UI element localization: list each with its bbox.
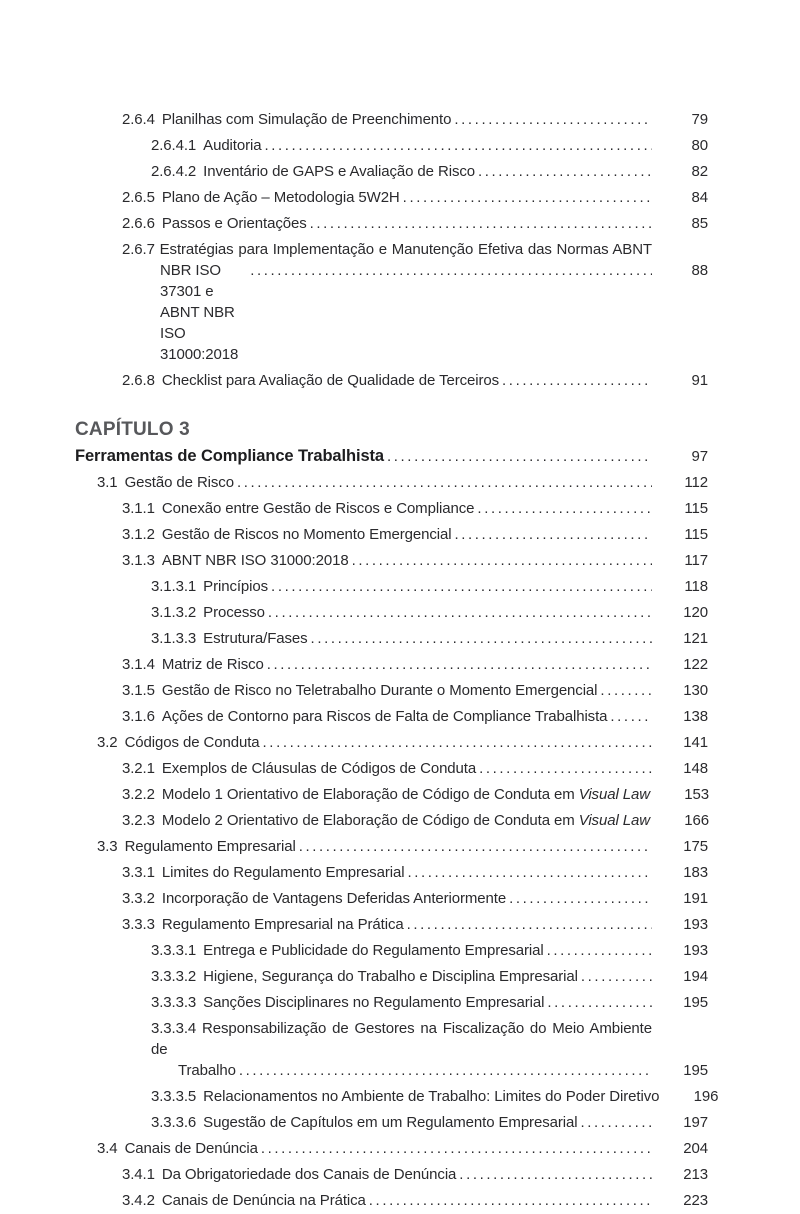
toc-entry-page: 88 <box>691 262 708 279</box>
toc-entry <box>75 756 708 782</box>
toc-entry <box>75 1110 708 1136</box>
toc-entry <box>75 185 708 211</box>
toc-entry-number: 2.6.7 <box>122 241 155 258</box>
toc-entry-page: 213 <box>683 1166 708 1183</box>
toc-entry-title: Gestão de Riscos no Momento Emergencial <box>161 526 452 543</box>
toc-entry <box>75 990 708 1016</box>
toc-entry-title: Códigos de Conduta <box>124 734 260 751</box>
dot-leader <box>264 133 652 159</box>
toc-entry-number: 3.1.3.3 <box>151 630 197 647</box>
dot-leader <box>600 678 652 704</box>
toc-entry-number: 3.4.2 <box>122 1192 155 1209</box>
toc-entry-title: Checklist para Avaliação de Qualidade de Terceiros <box>161 372 500 389</box>
dot-leader <box>509 886 652 912</box>
toc-entry-page: 223 <box>683 1192 708 1209</box>
toc-entry <box>75 730 708 756</box>
toc-entry-number: 3.3 <box>97 838 118 855</box>
dot-leader <box>547 990 652 1016</box>
toc-entry <box>75 159 708 185</box>
toc-entry <box>75 470 708 496</box>
toc-entry-page: 193 <box>683 916 708 933</box>
toc-entry-number: 3.1.3.1 <box>151 578 197 595</box>
toc-entry-line2 <box>151 1060 708 1081</box>
toc-entry-number: 2.6.5 <box>122 189 155 206</box>
toc-entry-title: Sugestão de Capítulos em um Regulamento Empresarial <box>203 1114 578 1131</box>
toc-entry <box>75 626 708 652</box>
dot-leader <box>271 574 652 600</box>
toc-entry <box>75 704 708 730</box>
toc-entry-number: 2.6.8 <box>122 372 155 389</box>
toc-entry-page: 112 <box>684 474 708 491</box>
toc-entry <box>75 1188 708 1214</box>
toc-entry-page: 166 <box>684 812 709 829</box>
toc-entry <box>75 211 708 237</box>
toc-entry-title: Auditoria <box>203 137 262 154</box>
toc-entry-page: 175 <box>683 838 708 855</box>
toc-entry-number: 3.4 <box>97 1140 118 1157</box>
toc-entry-number: 3.1.6 <box>122 708 155 725</box>
dot-leader <box>407 860 652 886</box>
toc-entry-title: Modelo 2 Orientativo de Elaboração de Código de Conduta em <box>161 812 575 829</box>
toc-entry-page: 121 <box>683 630 708 647</box>
dot-leader <box>479 756 652 782</box>
toc-entry-title: Entrega e Publicidade do Regulamento Empresarial <box>203 942 544 959</box>
toc-entry <box>75 1162 708 1188</box>
toc-entry-title: Sanções Disciplinares no Regulamento Empresarial <box>203 994 545 1011</box>
toc-entry <box>75 886 708 912</box>
dot-leader <box>387 444 652 470</box>
toc-entry <box>75 938 708 964</box>
toc-entry-title: ABNT NBR ISO 31000:2018 <box>161 552 349 569</box>
dot-leader <box>250 260 652 281</box>
toc-entry <box>75 600 708 626</box>
toc-entry-title: Incorporação de Vantagens Deferidas Anteriormente <box>161 890 507 907</box>
toc-entry <box>75 1018 708 1081</box>
toc-entry-page: 195 <box>683 994 708 1011</box>
toc-entry-number: 3.1.1 <box>122 500 155 517</box>
toc-entry-title: Ações de Contorno para Riscos de Falta de Compliance Trabalhista <box>161 708 608 725</box>
toc-entry <box>75 548 708 574</box>
dot-leader <box>477 496 652 522</box>
dot-leader <box>369 1188 652 1214</box>
toc-entry-number: 3.4.1 <box>122 1166 155 1183</box>
dot-leader <box>237 470 652 496</box>
toc-entry <box>75 912 708 938</box>
toc-entry-number: 2.6.4 <box>122 111 155 128</box>
toc-entry-number: 2.6.6 <box>122 215 155 232</box>
chapter-title-row <box>75 443 708 470</box>
toc-entry-number: 2.6.4.1 <box>151 137 197 154</box>
toc-entry-number: 3.3.3.5 <box>151 1088 197 1105</box>
toc-entry <box>75 652 708 678</box>
toc-entry-title: Relacionamentos no Ambiente de Trabalho: Limites do Poder Diretivo <box>203 1088 660 1105</box>
dot-leader <box>610 704 652 730</box>
toc-entry-page: 148 <box>683 760 708 777</box>
toc-entry-page: 197 <box>683 1114 708 1131</box>
toc-entry-number: 3.3.1 <box>122 864 155 881</box>
toc-entry-title: Regulamento Empresarial na Prática <box>161 916 404 933</box>
toc-entry <box>75 860 708 886</box>
toc-entry <box>75 834 708 860</box>
toc-entry <box>75 239 708 365</box>
toc-entry-title: Planilhas com Simulação de Preenchimento <box>161 111 452 128</box>
toc-entry-number: 3.3.3.4 <box>151 1020 197 1037</box>
toc-entry <box>75 964 708 990</box>
toc-entry-title: Gestão de Risco no Teletrabalho Durante o Momento Emergencial <box>161 682 598 699</box>
toc-entry-number: 3.3.3.6 <box>151 1114 197 1131</box>
toc-entry-title: Da Obrigatoriedade dos Canais de Denúncia <box>161 1166 457 1183</box>
table-of-contents <box>75 107 719 1214</box>
dot-leader <box>407 912 652 938</box>
dot-leader <box>454 107 652 133</box>
toc-entry-page: 118 <box>684 578 708 595</box>
toc-entry-page: 141 <box>683 734 708 751</box>
toc-entry <box>75 107 708 133</box>
toc-entry-title: Gestão de Risco <box>124 474 234 491</box>
toc-entry-title: Plano de Ação – Metodologia 5W2H <box>161 189 400 206</box>
toc-entry-title: Princípios <box>203 578 269 595</box>
chapter-page: 97 <box>691 448 708 465</box>
toc-entry-page: 91 <box>691 372 708 389</box>
toc-entry-title: Canais de Denúncia na Prática <box>161 1192 366 1209</box>
toc-entry-page: 204 <box>683 1140 708 1157</box>
toc-entry-page: 117 <box>684 552 708 569</box>
toc-entry-title: Estrutura/Fases <box>203 630 308 647</box>
dot-leader <box>459 1162 652 1188</box>
toc-entry-number: 3.2.2 <box>122 786 155 803</box>
toc-entry-page: 130 <box>683 682 708 699</box>
chapter-title: Ferramentas de Compliance Trabalhista <box>75 447 384 465</box>
dot-leader <box>311 626 652 652</box>
toc-entry-number: 2.6.4.2 <box>151 163 197 180</box>
toc-entry-number: 3.1.2 <box>122 526 155 543</box>
toc-entry-title: Inventário de GAPS e Avaliação de Risco <box>203 163 475 180</box>
toc-entry-number: 3.2.3 <box>122 812 155 829</box>
toc-entry-number: 3.3.3 <box>122 916 155 933</box>
toc-entry <box>75 808 708 834</box>
toc-entry <box>75 574 708 600</box>
toc-entry-page: 84 <box>691 189 708 206</box>
toc-entry-number: 3.3.2 <box>122 890 155 907</box>
dot-leader <box>502 368 652 394</box>
toc-entry-title: Modelo 1 Orientativo de Elaboração de Código de Conduta em <box>161 786 575 803</box>
toc-entry-number: 3.3.3.3 <box>151 994 197 1011</box>
toc-entry-page: 115 <box>684 526 708 543</box>
toc-entry-title: Conexão entre Gestão de Riscos e Compliance <box>161 500 475 517</box>
toc-entry-title: Higiene, Segurança do Trabalho e Disciplina Empresarial <box>203 968 578 985</box>
dot-leader <box>352 548 652 574</box>
dot-leader <box>261 1136 652 1162</box>
dot-leader <box>581 964 652 990</box>
toc-entry-page: 79 <box>691 111 708 128</box>
toc-entry-page: 153 <box>684 786 709 803</box>
toc-entry <box>75 496 708 522</box>
toc-entry <box>75 522 708 548</box>
toc-entry-page: 194 <box>683 968 708 985</box>
toc-entry <box>75 1084 719 1110</box>
toc-entry-number: 3.2 <box>97 734 118 751</box>
toc-entry-number: 3.3.3.2 <box>151 968 197 985</box>
toc-entry <box>75 678 708 704</box>
toc-entry-page: 191 <box>683 890 708 907</box>
toc-entry-number: 3.1.5 <box>122 682 155 699</box>
toc-entry-title: Matriz de Risco <box>161 656 264 673</box>
toc-entry-page: 120 <box>683 604 708 621</box>
toc-entry-line1 <box>151 1018 708 1060</box>
toc-entry-number: 3.1 <box>97 474 118 491</box>
dot-leader <box>263 730 652 756</box>
toc-entry-page: 138 <box>683 708 708 725</box>
toc-entry-number: 3.3.3.1 <box>151 942 197 959</box>
dot-leader <box>239 1060 652 1081</box>
toc-entry <box>75 133 708 159</box>
dot-leader <box>478 159 652 185</box>
dot-leader <box>403 185 652 211</box>
toc-entry-page: 80 <box>691 137 708 154</box>
toc-entry-line1 <box>122 239 708 260</box>
toc-entry-number: 3.1.3 <box>122 552 155 569</box>
toc-entry-title: Limites do Regulamento Empresarial <box>161 864 405 881</box>
toc-entry-page: 82 <box>691 163 708 180</box>
toc-entry <box>75 368 708 394</box>
toc-entry-title: Processo <box>203 604 265 621</box>
chapter-label: CAPÍTULO 3 <box>75 419 190 440</box>
toc-entry-page: 196 <box>693 1088 719 1105</box>
dot-leader <box>580 1110 652 1136</box>
toc-entry-title: Passos e Orientações <box>161 215 307 232</box>
dot-leader <box>310 211 652 237</box>
toc-entry-page: 183 <box>683 864 708 881</box>
dot-leader <box>299 834 652 860</box>
toc-entry-title: Estratégias para Implementação e Manutenção Efetiva das Normas ABNT <box>159 241 652 258</box>
dot-leader <box>268 600 652 626</box>
toc-entry-title: Canais de Denúncia <box>124 1140 258 1157</box>
toc-entry-title: Exemplos de Cláusulas de Códigos de Conduta <box>161 760 477 777</box>
toc-entry-page: 195 <box>683 1062 708 1079</box>
toc-entry-page: 115 <box>684 500 708 517</box>
toc-entry-page: 85 <box>691 215 708 232</box>
dot-leader <box>454 522 652 548</box>
toc-entry-title-continuation: NBR ISO 37301 e ABNT NBR ISO 31000:2018 <box>160 262 239 363</box>
toc-entry-page: 122 <box>683 656 708 673</box>
dot-leader <box>267 652 652 678</box>
toc-entry-title: Regulamento Empresarial <box>124 838 296 855</box>
toc-entry <box>75 1136 708 1162</box>
toc-entry-number: 3.2.1 <box>122 760 155 777</box>
toc-entry-page: 193 <box>683 942 708 959</box>
toc-entry-title-italic: Visual Law <box>578 786 650 803</box>
toc-entry-number: 3.1.3.2 <box>151 604 197 621</box>
dot-leader <box>547 938 652 964</box>
toc-entry-title-continuation: Trabalho <box>178 1062 236 1079</box>
toc-entry <box>75 782 708 808</box>
toc-entry-line2 <box>122 260 708 365</box>
toc-entry-number: 3.1.4 <box>122 656 155 673</box>
chapter-heading <box>75 416 708 470</box>
toc-entry-title: Responsabilização de Gestores na Fiscalização do Meio Ambiente de <box>151 1020 652 1058</box>
toc-entry-title-italic: Visual Law <box>578 812 650 829</box>
